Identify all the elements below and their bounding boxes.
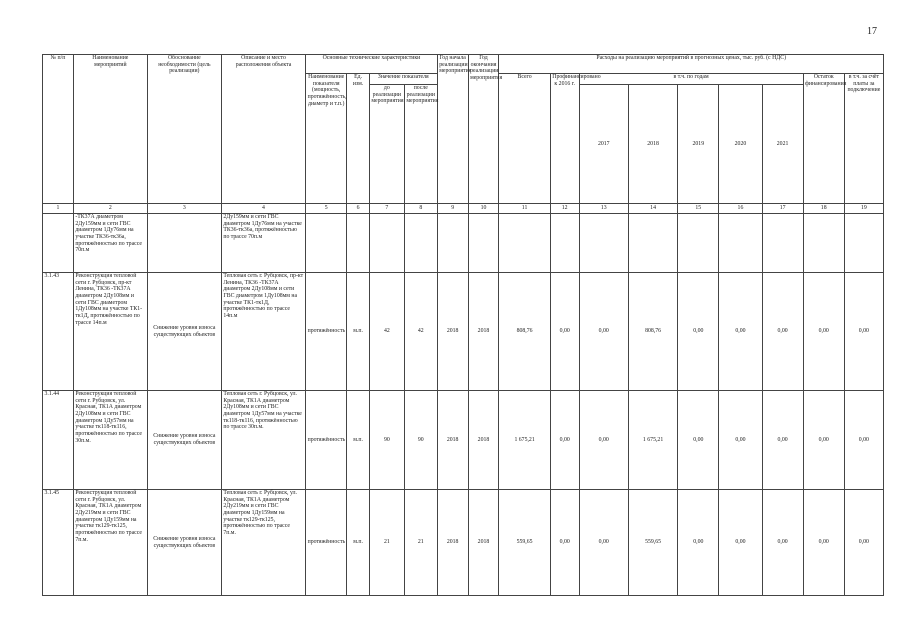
row-total: 559,65: [499, 490, 550, 596]
row-tech-name: протяжённость: [306, 391, 347, 490]
row-2021: 0,00: [762, 273, 803, 391]
row-before: 90: [369, 391, 404, 490]
table-row: [43, 490, 884, 596]
col-number: 10: [468, 204, 499, 214]
row-name: Реконструкция тепловой сети г. Рубцовск, ул. Красная, ТК1А диаметром 2Ду219мм и сети ГВС диаметром 1Ду159мм на участке тк129-тк125, протяжённостью по трассе 7п.м.: [73, 490, 147, 596]
row-2018: 559,65: [628, 490, 677, 596]
header-location: Описание и место расположения объекта: [221, 55, 305, 204]
col-number: 2: [73, 204, 147, 214]
header-tech-unit: Ед. изм.: [347, 74, 370, 204]
row-fee: 0,00: [844, 490, 883, 596]
row-year-start: 2018: [437, 273, 468, 391]
header-costs: Расходы на реализацию мероприятий в прогнозных ценах, тыс. руб. (с НДС): [499, 55, 884, 74]
row-2018: 808,76: [628, 273, 677, 391]
header-year-2021: 2021: [762, 85, 803, 204]
row-2021: 0,00: [762, 490, 803, 596]
row-remain: 0,00: [803, 273, 844, 391]
row-2018: 1 675,21: [628, 391, 677, 490]
header-year-start: Год начала реализации мероприятия: [437, 55, 468, 204]
header-remain: Остаток финансирования: [803, 74, 844, 204]
row-num: 3.1.45: [43, 490, 74, 596]
col-number: 9: [437, 204, 468, 214]
col-number: 19: [844, 204, 883, 214]
header-incl-fee: в т.ч. за счёт платы за подключение: [844, 74, 883, 204]
row-after: 42: [404, 273, 437, 391]
col-number: 16: [719, 204, 762, 214]
row-unit: м.п.: [347, 273, 370, 391]
row-fee: 0,00: [844, 273, 883, 391]
header-tech-after: после реализации мероприятия: [404, 85, 437, 204]
row-total: 808,76: [499, 273, 550, 391]
col-number: 7: [369, 204, 404, 214]
col-number: 1: [43, 204, 74, 214]
col-number: 4: [221, 204, 305, 214]
row-location: Тепловая сеть г. Рубцовск, пр-кт Ленина, ТК36 -ТК37А диаметром 2Ду108мм и сети ГВС диаметром 1Ду108мм на участке ТК1-тк1Д, протяжённостью по трассе 14п.м: [221, 273, 305, 391]
row-2020: 0,00: [719, 391, 762, 490]
continuation-location: 2Ду159мм и сети ГВС диаметром 1Ду76мм на участке ТК36-тк36а, протяжённостью по трассе 70п.м: [221, 214, 305, 273]
row-name: Реконструкция тепловой сети г. Рубцовск, пр-кт Ленина, ТК36 -ТК37А диаметром 2Ду108мм и сети ГВС диаметром 1Ду108мм на участке ТК1-тк1Д, протяжённостью по трассе 14п.м: [73, 273, 147, 391]
row-basis: Снижение уровня износа существующих объектов: [147, 273, 221, 391]
header-tech-value: Значение показателя: [369, 74, 437, 85]
col-number: 18: [803, 204, 844, 214]
header-total: Всего: [499, 74, 550, 204]
row-2017: 0,00: [579, 490, 628, 596]
row-2020: 0,00: [719, 490, 762, 596]
col-number: 15: [678, 204, 719, 214]
row-financed: 0,00: [550, 273, 579, 391]
row-year-start: 2018: [437, 490, 468, 596]
row-location: Тепловая сеть г. Рубцовск, ул. Красная, ТК1А диаметром 2Ду219мм и сети ГВС диаметром 1Ду159мм на участке тк129-тк125, протяжённостью по трассе 7п.м.: [221, 490, 305, 596]
col-number: 3: [147, 204, 221, 214]
row-tech-name: протяжённость: [306, 273, 347, 391]
continuation-name: -ТК37А диаметром 2Ду159мм и сети ГВС диаметром 1Ду76мм на участке ТК36-тк36а, протяжённостью по трассе 70п.м: [73, 214, 147, 273]
row-fee: 0,00: [844, 391, 883, 490]
continuation-row: [43, 214, 884, 273]
page-number: 17: [867, 26, 877, 37]
header-basis: Обоснование необходимости (цель реализации): [147, 55, 221, 204]
col-number: 12: [550, 204, 579, 214]
row-after: 90: [404, 391, 437, 490]
col-number: 13: [579, 204, 628, 214]
table-row: [43, 273, 884, 391]
header-year-end: Год окончания реализации мероприятия: [468, 55, 499, 204]
header-by-years: в т.ч. по годам: [579, 74, 803, 85]
row-2019: 0,00: [678, 490, 719, 596]
row-basis: Снижение уровня износа существующих объектов: [147, 391, 221, 490]
row-2017: 0,00: [579, 273, 628, 391]
row-2019: 0,00: [678, 391, 719, 490]
row-year-end: 2018: [468, 273, 499, 391]
row-year-start: 2018: [437, 391, 468, 490]
row-remain: 0,00: [803, 490, 844, 596]
row-unit: м.п.: [347, 490, 370, 596]
row-year-end: 2018: [468, 391, 499, 490]
row-financed: 0,00: [550, 391, 579, 490]
col-number: 8: [404, 204, 437, 214]
row-2017: 0,00: [579, 391, 628, 490]
col-number: 6: [347, 204, 370, 214]
header-tech: Основные технические характеристики: [306, 55, 438, 74]
header-year-2018: 2018: [628, 85, 677, 204]
row-financed: 0,00: [550, 490, 579, 596]
investment-program-table: [42, 54, 884, 596]
header-tech-name: Наименование показателя (мощность, протяжённость, диаметр и т.п.): [306, 74, 347, 204]
header-financed: Профинансировано к 2016 г.: [550, 74, 579, 204]
col-number: 14: [628, 204, 677, 214]
header-year-2017: 2017: [579, 85, 628, 204]
row-year-end: 2018: [468, 490, 499, 596]
row-tech-name: протяжённость: [306, 490, 347, 596]
header-year-2019: 2019: [678, 85, 719, 204]
row-name: Реконструкция тепловой сети г. Рубцовск, ул. Красная, ТК1А диаметром 2Ду108мм и сети ГВС диаметром 1Ду57мм на участке тк118-тк116, протяжённостью по трассе 30п.м.: [73, 391, 147, 490]
header-tech-before: до реализации мероприятия: [369, 85, 404, 204]
row-unit: м.п.: [347, 391, 370, 490]
row-2019: 0,00: [678, 273, 719, 391]
header-year-2020: 2020: [719, 85, 762, 204]
col-number: 5: [306, 204, 347, 214]
row-basis: Снижение уровня износа существующих объектов: [147, 490, 221, 596]
row-after: 21: [404, 490, 437, 596]
table-row: [43, 391, 884, 490]
header-name: Наименование мероприятий: [73, 55, 147, 204]
header-row-1: [43, 55, 884, 74]
col-number: 17: [762, 204, 803, 214]
row-remain: 0,00: [803, 391, 844, 490]
row-num: 3.1.43: [43, 273, 74, 391]
row-location: Тепловая сеть г. Рубцовск, ул. Красная, ТК1А диаметром 2Ду108мм и сети ГВС диаметром 1Ду57мм на участке тк118-тк116, протяжённостью по трассе 30п.м.: [221, 391, 305, 490]
col-number: 11: [499, 204, 550, 214]
column-numbers-row: [43, 204, 884, 214]
row-2021: 0,00: [762, 391, 803, 490]
row-before: 21: [369, 490, 404, 596]
row-before: 42: [369, 273, 404, 391]
row-2020: 0,00: [719, 273, 762, 391]
row-total: 1 675,21: [499, 391, 550, 490]
row-num: 3.1.44: [43, 391, 74, 490]
header-num: № п/п: [43, 55, 74, 204]
